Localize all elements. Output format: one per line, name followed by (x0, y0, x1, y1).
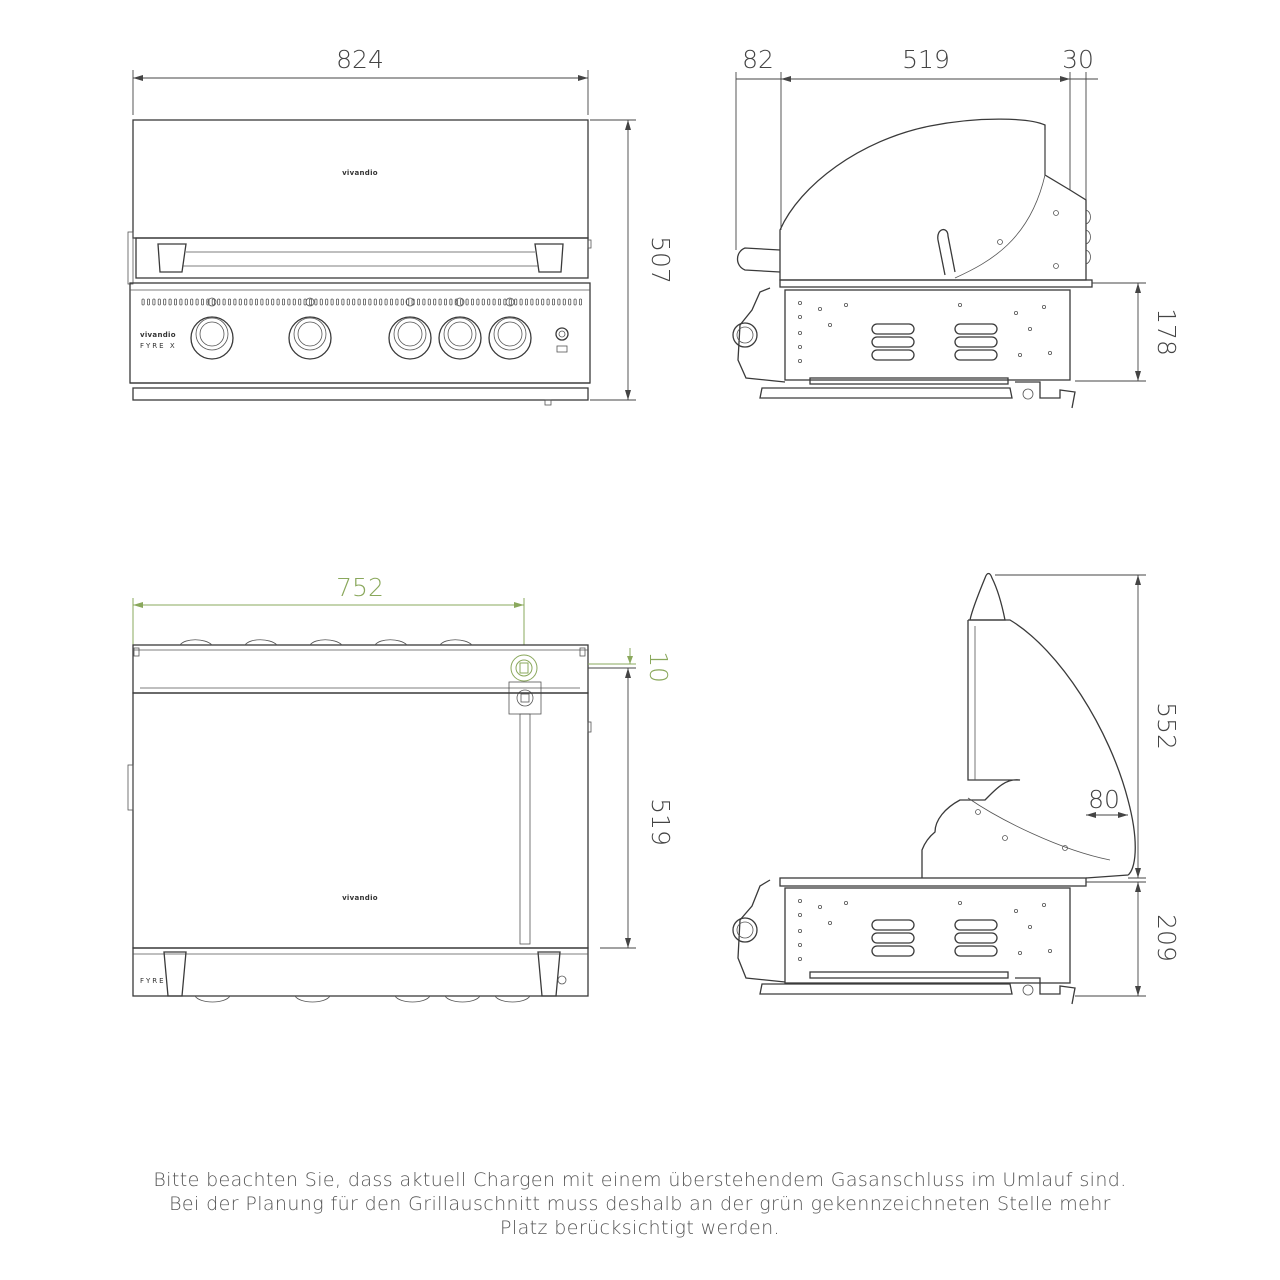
vent-slot (347, 299, 349, 305)
vent-slot (315, 299, 317, 305)
lid-brand-logo: vivandio (342, 169, 378, 177)
vent-slot (542, 299, 544, 305)
dim-front-height (590, 120, 675, 400)
control-panel-side (738, 880, 785, 982)
vent-slot (223, 299, 225, 305)
vent-slot (439, 299, 441, 305)
vent-slot (369, 299, 371, 305)
dim-open-base-height-label: 209 (1152, 914, 1181, 962)
vent-slot (234, 299, 236, 305)
control-knob (439, 317, 481, 359)
vent-slot (169, 299, 171, 305)
vent-slot (552, 299, 554, 305)
vent-slot (212, 299, 214, 305)
handle-bar (136, 238, 588, 278)
vent-slot (250, 299, 252, 305)
body-hole (1042, 903, 1045, 906)
planning-note-line-1: Bitte beachten Sie, dass aktuell Chargen mit einem überstehendem Gasanschluss im Umlauf sind. (153, 1169, 1127, 1191)
vent-slot (563, 299, 565, 305)
vent-slot (515, 299, 517, 305)
dim-front-height-label: 507 (646, 236, 675, 284)
vent-slot (353, 299, 355, 305)
vent-slot (299, 299, 301, 305)
vent-slot (569, 299, 571, 305)
vent-slot (293, 299, 295, 305)
side-view-open (733, 574, 1181, 1005)
vent-slot (342, 299, 344, 305)
planning-note-line-3: Platz berücksichtigt werden. (500, 1217, 780, 1239)
vent-slot (266, 299, 268, 305)
dim-top-cutout-width (133, 573, 524, 645)
body-hole (798, 957, 801, 960)
vent-slot (331, 299, 333, 305)
vent-slot (358, 299, 360, 305)
dim-side-top (736, 45, 1098, 250)
body-hole (798, 929, 801, 932)
vent-slot (153, 299, 155, 305)
front-strip (133, 948, 588, 996)
vent-slot (482, 299, 484, 305)
dim-side-base-height-label: 178 (1152, 308, 1181, 356)
vent-slot (201, 299, 203, 305)
body-hole (798, 315, 801, 318)
vent-slot (536, 299, 538, 305)
vent-slot (450, 299, 452, 305)
vent-slot (282, 299, 284, 305)
panel-model-label: FYRE X (140, 342, 177, 350)
dim-side-base-height (1075, 283, 1181, 381)
vent-slot (374, 299, 376, 305)
dim-top-depth-label: 519 (646, 798, 675, 846)
vent-slot (288, 299, 290, 305)
vent-slot (390, 299, 392, 305)
dim-top-cutout-width-label: 752 (336, 573, 384, 602)
vent-slot (444, 299, 446, 305)
drip-tray (810, 378, 1008, 384)
counter-plate (780, 878, 1086, 886)
vent-louvres (872, 324, 997, 360)
vent-slot (174, 299, 176, 305)
vent-slot (309, 299, 311, 305)
front-handle (738, 248, 781, 272)
vent-slot (228, 299, 230, 305)
body-hole (798, 943, 801, 946)
grill-body (785, 290, 1070, 380)
vent-slot (196, 299, 198, 305)
gas-valve (509, 682, 541, 944)
vent-slot (380, 299, 382, 305)
control-panel-side (738, 288, 785, 382)
gas-connector (1015, 382, 1075, 408)
top-model-label: FYRE (140, 977, 166, 985)
side-view-closed (733, 45, 1181, 408)
body-hole (1048, 351, 1051, 354)
body-hole (798, 331, 801, 334)
vent-louvres (872, 920, 997, 956)
counter-plate (780, 280, 1092, 287)
vent-slot (191, 299, 193, 305)
top-view (128, 573, 675, 1002)
vent-slot (363, 299, 365, 305)
vent-slot (245, 299, 247, 305)
body-hole (1018, 951, 1021, 954)
vent-slot (488, 299, 490, 305)
body-hole (798, 345, 801, 348)
handle-bracket-left (164, 952, 186, 996)
dim-open-offset (1086, 785, 1128, 818)
vent-slot (320, 299, 322, 305)
vent-slot (579, 299, 581, 305)
body-hole (1014, 909, 1017, 912)
vent-slot (158, 299, 160, 305)
dim-top-depth (588, 668, 675, 948)
body-hole (1028, 925, 1031, 928)
thermometer (938, 230, 955, 275)
panel-brand-logo: vivandio (140, 331, 176, 339)
dim-open-offset-label: 80 (1088, 785, 1120, 814)
handle-bracket-left (158, 244, 186, 272)
vent-slot (498, 299, 500, 305)
gas-connector (1015, 978, 1075, 1004)
vent-slot (261, 299, 263, 305)
grill-body (785, 888, 1070, 983)
body-hole (798, 899, 801, 902)
vent-slot (164, 299, 166, 305)
vent-slot (461, 299, 463, 305)
front-view (128, 45, 675, 405)
vent-slot (531, 299, 533, 305)
vent-slot (520, 299, 522, 305)
vent-slot (255, 299, 257, 305)
body-hole (844, 303, 847, 306)
planning-note (100, 1168, 1180, 1240)
dim-top-gas-offset-label: 10 (644, 651, 673, 683)
dim-front-width-label: 824 (336, 45, 384, 74)
control-knob (489, 317, 531, 359)
body-hole (818, 307, 821, 310)
vent-slot (401, 299, 403, 305)
vent-slot (428, 299, 430, 305)
body-hole (958, 303, 961, 306)
vent-slot (471, 299, 473, 305)
vent-slot (218, 299, 220, 305)
vent-slot (396, 299, 398, 305)
body-hole (818, 905, 821, 908)
dim-side-right-label: 30 (1062, 45, 1094, 74)
body-hole (798, 913, 801, 916)
handle-open (970, 574, 1005, 621)
vent-slot (509, 299, 511, 305)
vent-slot (525, 299, 527, 305)
vent-slot (493, 299, 495, 305)
vent-slot (423, 299, 425, 305)
dim-open-height-label: 552 (1152, 702, 1181, 750)
gas-connector-highlight (511, 648, 673, 683)
ignition-button (556, 328, 568, 352)
body-hole (1042, 305, 1045, 308)
vent-slot (547, 299, 549, 305)
body-hole (844, 901, 847, 904)
dim-open-base-height (1075, 882, 1181, 996)
base-rail (760, 388, 1012, 398)
vent-slot (185, 299, 187, 305)
base-frame (133, 388, 588, 400)
vent-slot (239, 299, 241, 305)
vent-slot (336, 299, 338, 305)
vent-slot (477, 299, 479, 305)
vent-slot (558, 299, 560, 305)
top-brand-logo: vivandio (342, 894, 378, 902)
knob-side (733, 918, 757, 942)
vent-slot (142, 299, 144, 305)
vent-slots (142, 298, 582, 306)
body-holes (798, 301, 1051, 362)
body-hole (828, 323, 831, 326)
dim-side-depth-label: 519 (902, 45, 950, 74)
vent-slot (434, 299, 436, 305)
vent-slot (385, 299, 387, 305)
vent-slot (180, 299, 182, 305)
dim-open-height (995, 575, 1181, 878)
vent-slot (466, 299, 468, 305)
handle-bracket-right (538, 952, 560, 996)
body-hole (1014, 311, 1017, 314)
lid-open-inner (922, 620, 1020, 878)
control-panel (130, 283, 590, 383)
vent-slot (326, 299, 328, 305)
planning-note-line-2: Bei der Planung für den Grillauschnitt muss deshalb an der grün gekennzeichneten Stelle mehr (169, 1193, 1111, 1215)
body-hole (958, 901, 961, 904)
lid-open-profile (968, 620, 1135, 878)
body-hole (798, 359, 801, 362)
vent-slot (272, 299, 274, 305)
vent-slot (574, 299, 576, 305)
control-knob (389, 317, 431, 359)
lid-side-profile (780, 119, 1086, 280)
vent-slot (417, 299, 419, 305)
dim-side-left-label: 82 (742, 45, 774, 74)
body-hole (1048, 949, 1051, 952)
burner-indicator (406, 298, 414, 306)
drip-tray (810, 972, 1008, 978)
body-hole (1018, 353, 1021, 356)
control-knob (191, 317, 233, 359)
body-hole (1028, 327, 1031, 330)
lid (133, 120, 588, 238)
body-hole (798, 301, 801, 304)
body-hole (828, 921, 831, 924)
vent-slot (147, 299, 149, 305)
control-knob (289, 317, 331, 359)
body-holes (798, 899, 1051, 960)
vent-slot (277, 299, 279, 305)
handle-bracket-right (535, 244, 563, 272)
dim-front-width (133, 45, 588, 115)
base-rail (760, 984, 1012, 994)
